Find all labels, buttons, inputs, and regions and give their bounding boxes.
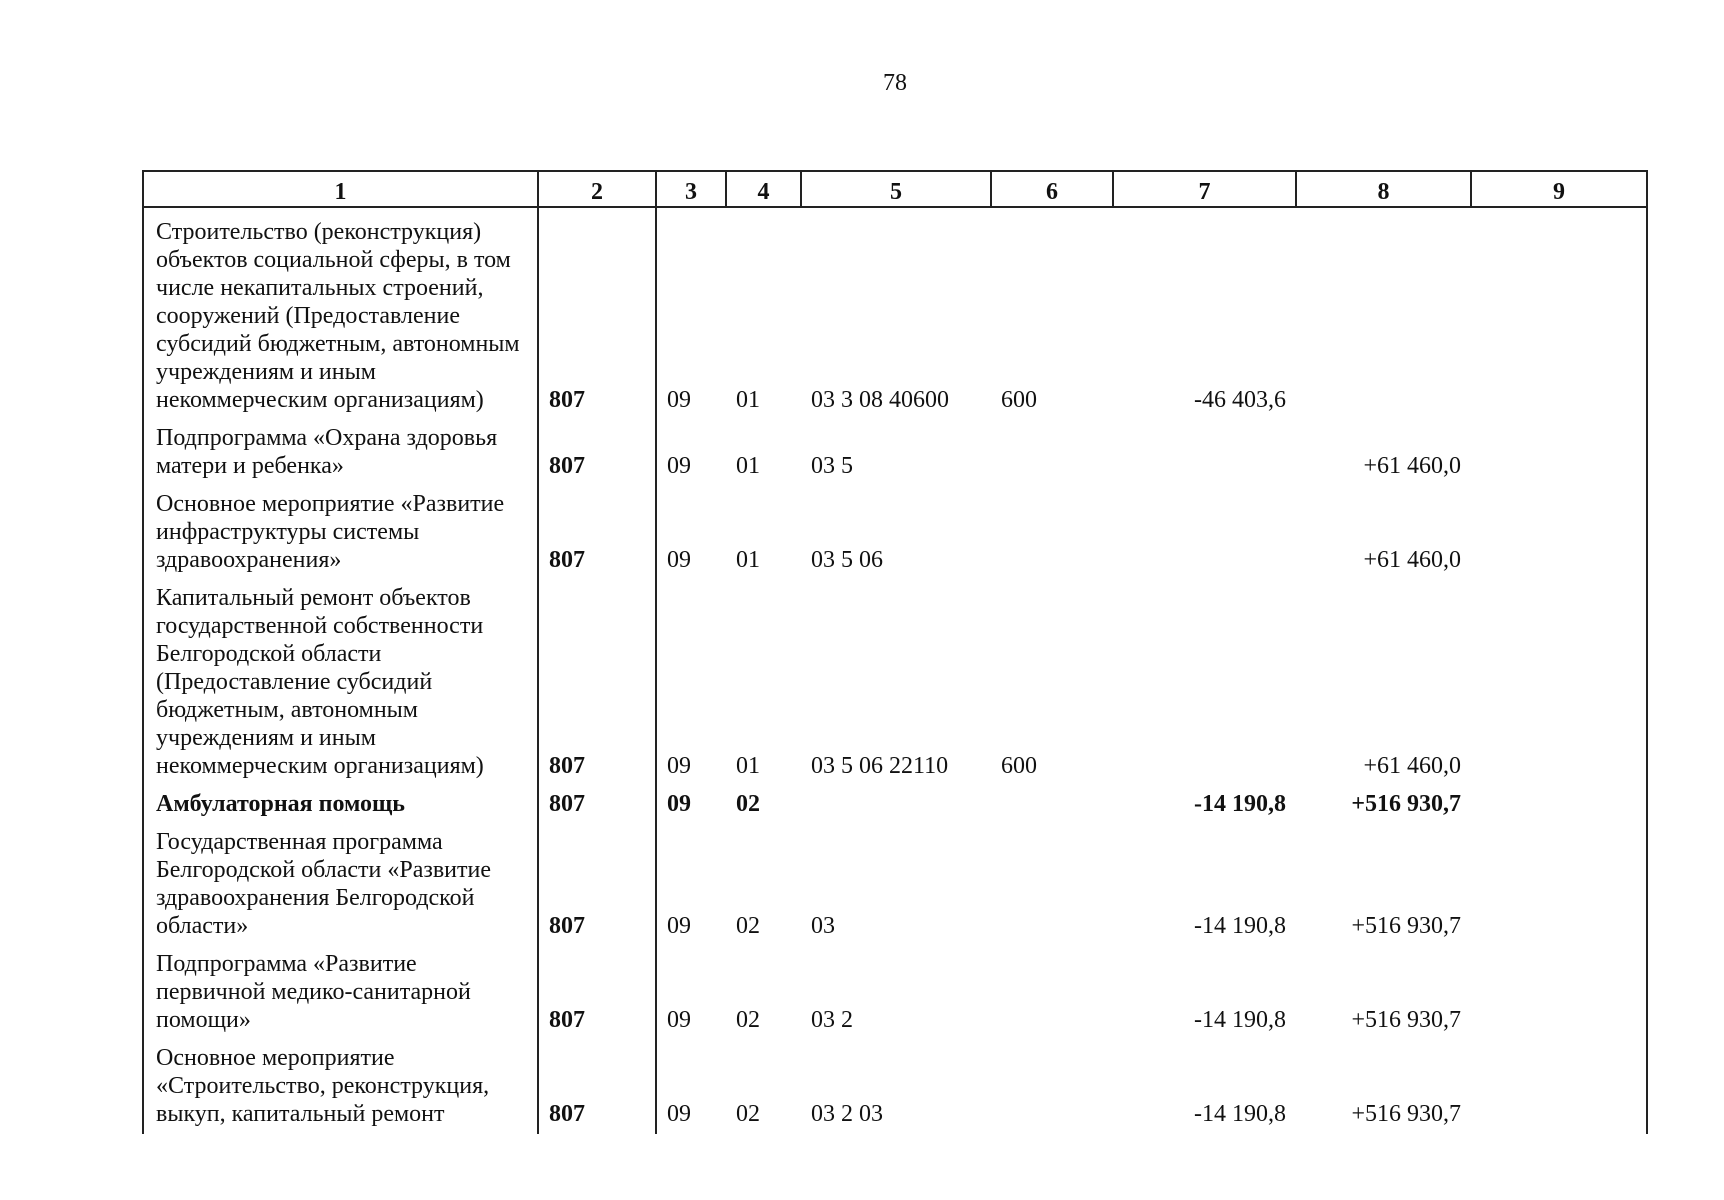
amount-col8-cell: +516 930,7 (1351, 1101, 1461, 1127)
amount-col9-cell (1471, 946, 1647, 1040)
amount-col7-cell (1113, 486, 1296, 580)
amount-col8-cell: +516 930,7 (1351, 1007, 1461, 1033)
vid-raskhodov-cell (991, 786, 1113, 824)
amount-col8-cell (1296, 207, 1471, 420)
row-name-cell: Строительство (реконструкция) объектов социальной сферы, в том числе некапитальных строений, сооружений (Предоставление субсидий бюджетным, автономным учреждениям и иным некоммерческим организациям) (143, 207, 538, 420)
row-name-cell: Основное мероприятие «Строительство, реконструкция, выкуп, капитальный ремонт (143, 1040, 538, 1134)
podrazdel-cell: 01 (736, 453, 760, 479)
kod-vedomstva-cell: 807 (538, 786, 656, 824)
row-name-cell: Капитальный ремонт объектов государственной собственности Белгородской области (Предоставление субсидий бюджетным, автономным учреждениям и иным некоммерческим организациям) (143, 580, 538, 786)
vid-raskhodov-cell (991, 946, 1113, 1040)
razdel-cell: 09 (656, 786, 726, 824)
header-cell-4: 4 (726, 171, 801, 207)
budget-table (142, 170, 1648, 1134)
amount-col9-cell (1471, 420, 1647, 486)
amount-col8-cell: +61 460,0 (1363, 753, 1461, 779)
tselevaya-statya-cell: 03 2 03 (811, 1101, 883, 1127)
header-cell-6: 6 (991, 171, 1113, 207)
amount-col8-cell: +516 930,7 (1351, 913, 1461, 939)
tselevaya-statya-cell: 03 5 06 (811, 547, 883, 573)
tselevaya-statya-cell: 03 (811, 913, 835, 939)
razdel-cell: 09 (656, 486, 726, 580)
podrazdel-cell: 01 (736, 547, 760, 573)
kod-vedomstva-cell: 807 (538, 824, 656, 946)
vid-raskhodov-cell (991, 824, 1113, 946)
header-cell-5: 5 (801, 171, 991, 207)
amount-col8-cell: +61 460,0 (1363, 547, 1461, 573)
row-name-cell: Государственная программа Белгородской области «Развитие здравоохранения Белгородской области» (143, 824, 538, 946)
row-name-cell: Амбулаторная помощь (143, 786, 538, 824)
amount-col7-cell: -14 190,8 (1194, 913, 1286, 939)
podrazdel-cell: 02 (736, 791, 760, 817)
amount-col8-cell: +61 460,0 (1363, 453, 1461, 479)
amount-col7-cell: -14 190,8 (1194, 1101, 1286, 1127)
amount-col9-cell (1471, 486, 1647, 580)
table-row (143, 786, 1647, 824)
podrazdel-cell: 01 (736, 387, 760, 413)
kod-vedomstva-cell: 807 (538, 486, 656, 580)
podrazdel-cell: 02 (736, 1101, 760, 1127)
amount-col9-cell (1471, 786, 1647, 824)
tselevaya-statya-cell: 03 3 08 40600 (811, 387, 949, 413)
vid-raskhodov-cell (991, 420, 1113, 486)
table-row (143, 946, 1647, 1040)
amount-col7-cell (1113, 580, 1296, 786)
vid-raskhodov-cell (991, 486, 1113, 580)
razdel-cell: 09 (656, 946, 726, 1040)
podrazdel-cell: 01 (736, 753, 760, 779)
razdel-cell: 09 (656, 207, 726, 420)
table-row (143, 824, 1647, 946)
amount-col7-cell: -46 403,6 (1194, 387, 1286, 413)
header-cell-7: 7 (1113, 171, 1296, 207)
table-row (143, 486, 1647, 580)
razdel-cell: 09 (656, 580, 726, 786)
page-number: 78 (883, 70, 907, 96)
table-row (143, 207, 1647, 420)
header-row (143, 171, 1647, 207)
header-cell-9: 9 (1471, 171, 1647, 207)
tselevaya-statya-cell: 03 2 (811, 1007, 853, 1033)
amount-col7-cell: -14 190,8 (1194, 791, 1286, 817)
table-body (143, 207, 1647, 1134)
kod-vedomstva-cell: 807 (538, 580, 656, 786)
kod-vedomstva-cell: 807 (538, 946, 656, 1040)
row-name-cell: Подпрограмма «Охрана здоровья матери и ребенка» (143, 420, 538, 486)
amount-col7-cell (1113, 420, 1296, 486)
tselevaya-statya-cell: 03 5 06 22110 (811, 753, 949, 779)
vid-raskhodov-cell (991, 1040, 1113, 1134)
amount-col8-cell: +516 930,7 (1351, 791, 1461, 817)
amount-col9-cell (1471, 824, 1647, 946)
kod-vedomstva-cell: 807 (538, 207, 656, 420)
kod-vedomstva-cell: 807 (538, 420, 656, 486)
vid-raskhodov-cell: 600 (1001, 753, 1037, 779)
podrazdel-cell: 02 (736, 1007, 760, 1033)
header-cell-1: 1 (143, 171, 538, 207)
amount-col9-cell (1471, 207, 1647, 420)
row-name-cell: Подпрограмма «Развитие первичной медико-санитарной помощи» (143, 946, 538, 1040)
tselevaya-statya-cell (801, 786, 991, 824)
podrazdel-cell: 02 (736, 913, 760, 939)
razdel-cell: 09 (656, 1040, 726, 1134)
table-row (143, 1040, 1647, 1134)
razdel-cell: 09 (656, 420, 726, 486)
row-name-cell: Основное мероприятие «Развитие инфраструктуры системы здравоохранения» (143, 486, 538, 580)
amount-col7-cell: -14 190,8 (1194, 1007, 1286, 1033)
tselevaya-statya-cell: 03 5 (811, 453, 853, 479)
table-row (143, 420, 1647, 486)
razdel-cell: 09 (656, 824, 726, 946)
header-cell-3: 3 (656, 171, 726, 207)
amount-col9-cell (1471, 580, 1647, 786)
amount-col9-cell (1471, 1040, 1647, 1134)
table-row (143, 580, 1647, 786)
header-cell-8: 8 (1296, 171, 1471, 207)
kod-vedomstva-cell: 807 (538, 1040, 656, 1134)
vid-raskhodov-cell: 600 (1001, 387, 1037, 413)
header-cell-2: 2 (538, 171, 656, 207)
